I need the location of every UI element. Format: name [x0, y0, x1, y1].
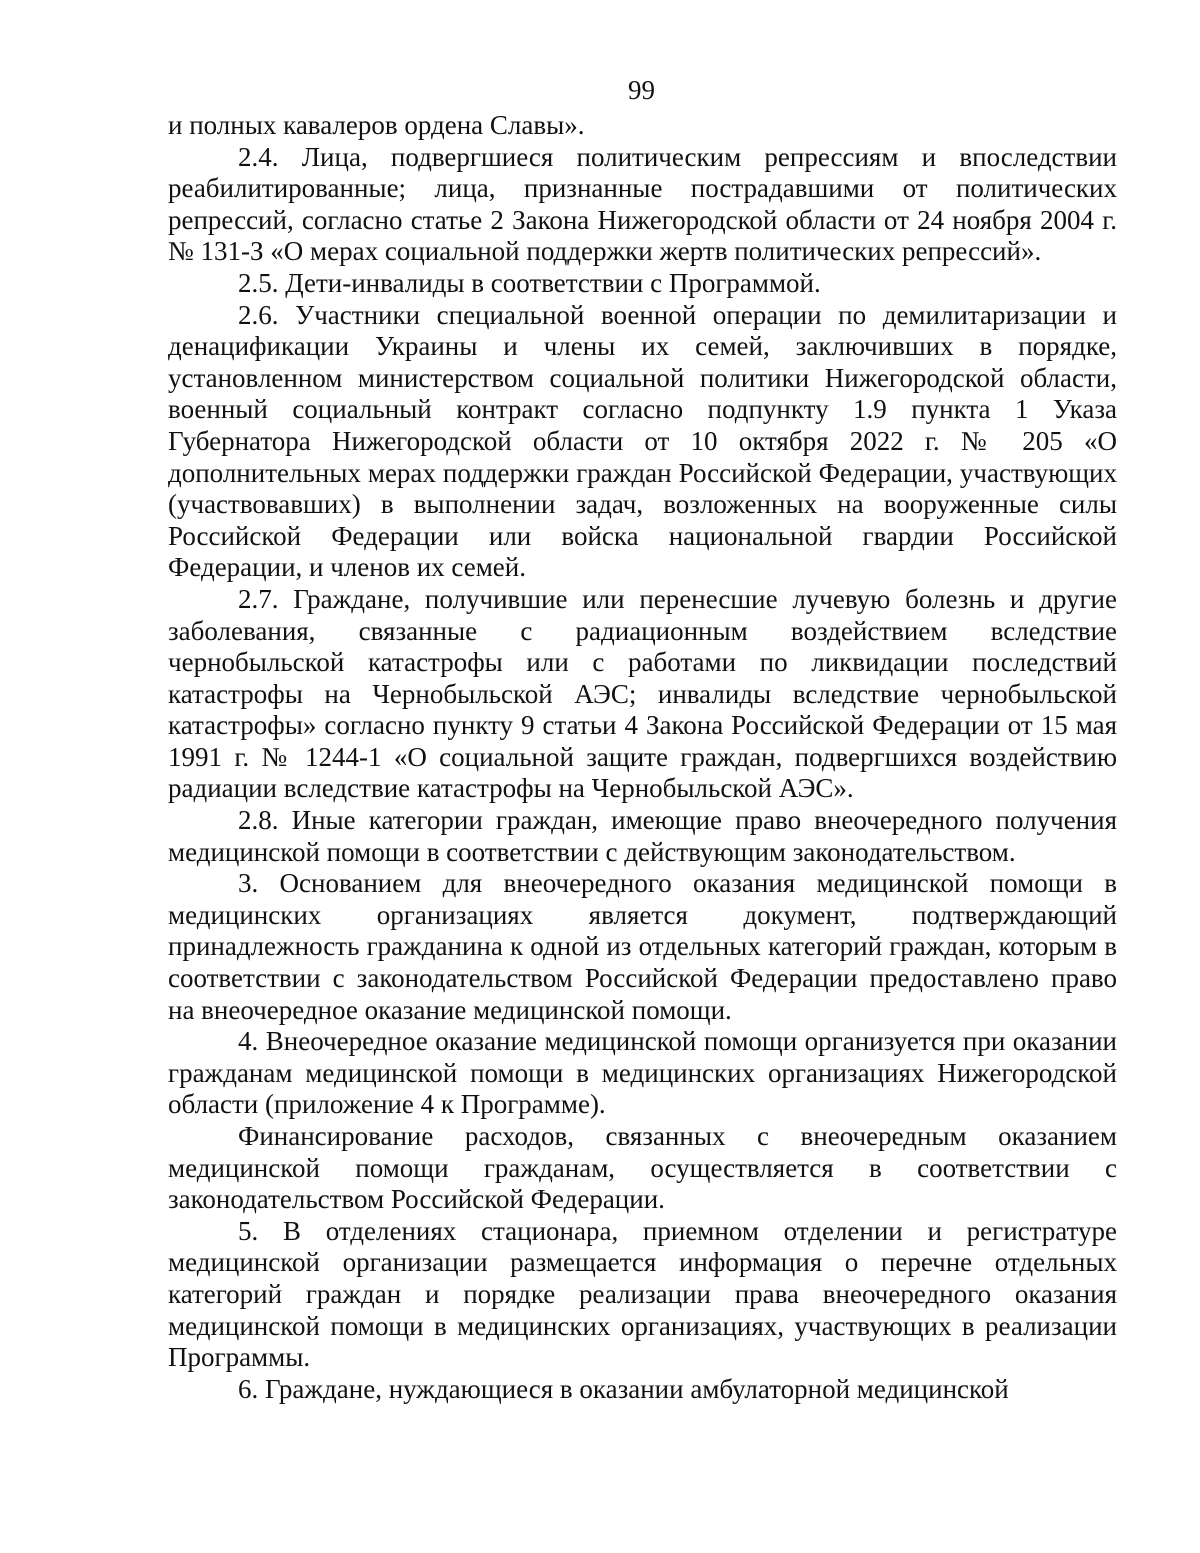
page-number: 99: [628, 75, 655, 105]
paragraph-2-4: 2.4. Лица, подвергшиеся политическим репрессиям и впоследствии реабилитированные; лица, признанные пострадавшими от политических репрессий, согласно статье 2 Закона Нижегородской области от 24 ноября 2004 г. № 131-З «О мерах социальной поддержки жертв политических репрессий».: [168, 141, 1117, 267]
paragraph-5: 5. В отделениях стационара, приемном отделении и регистратуре медицинской организации размещается информация о перечне отдельных категорий граждан и порядке реализации права внеочередного оказания медицинской помощи в медицинских организациях, участвующих в реализации Программы.: [168, 1215, 1117, 1373]
document-body: [168, 110, 1117, 1405]
paragraph-financing: Финансирование расходов, связанных с внеочередным оказанием медицинской помощи гражданам, осуществляется в соответствии с законодательством Российской Федерации.: [168, 1121, 1117, 1215]
paragraph-2-5: 2.5. Дети-инвалиды в соответствии с Программой.: [238, 267, 821, 298]
paragraph-4: 4. Внеочередное оказание медицинской помощи организуется при оказании гражданам медицинской помощи в медицинских организациях Нижегородской области (приложение 4 к Программе).: [168, 1026, 1117, 1120]
paragraph-6: 6. Граждане, нуждающиеся в оказании амбулаторной медицинской: [238, 1373, 1009, 1404]
paragraph-2-6: 2.6. Участники специальной военной операции по демилитаризации и денацификации Украины и члены их семей, заключивших в порядке, установленном министерством социальной политики Нижегородской области, военный социальный контракт согласно подпункту 1.9 пункта 1 Указа Губернатора Нижегородской области от 10 октября 2022 г. № 205 «О дополнительных мерах поддержки граждан Российской Федерации, участвующих (участвовавших) в выполнении задач, возложенных на вооруженные силы Российской Федерации или войска национальной гвардии Российской Федерации, и членов их семей.: [168, 299, 1117, 583]
paragraph-2-7: 2.7. Граждане, получившие или перенесшие лучевую болезнь и другие заболевания, связанные с радиационным воздействием вследствие чернобыльской катастрофы или с работами по ликвидации последствий катастрофы на Чернобыльской АЭС; инвалиды вследствие чернобыльской катастрофы» согласно пункту 9 статьи 4 Закона Российской Федерации от 15 мая 1991 г. № 1244-1 «О социальной защите граждан, подвергшихся воздействию радиации вследствие катастрофы на Чернобыльской АЭС».: [168, 583, 1117, 804]
paragraph-continuation: и полных кавалеров ордена Славы».: [168, 110, 585, 140]
paragraph-3: 3. Основанием для внеочередного оказания медицинской помощи в медицинских организациях является документ, подтверждающий принадлежность гражданина к одной из отдельных категорий граждан, которым в соответствии с законодательством Российской Федерации предоставлено право на внеочередное оказание медицинской помощи.: [168, 868, 1117, 1025]
paragraph-2-8: 2.8. Иные категории граждан, имеющие право внеочередного получения медицинской помощи в соответствии с действующим законодательством.: [168, 805, 1117, 867]
